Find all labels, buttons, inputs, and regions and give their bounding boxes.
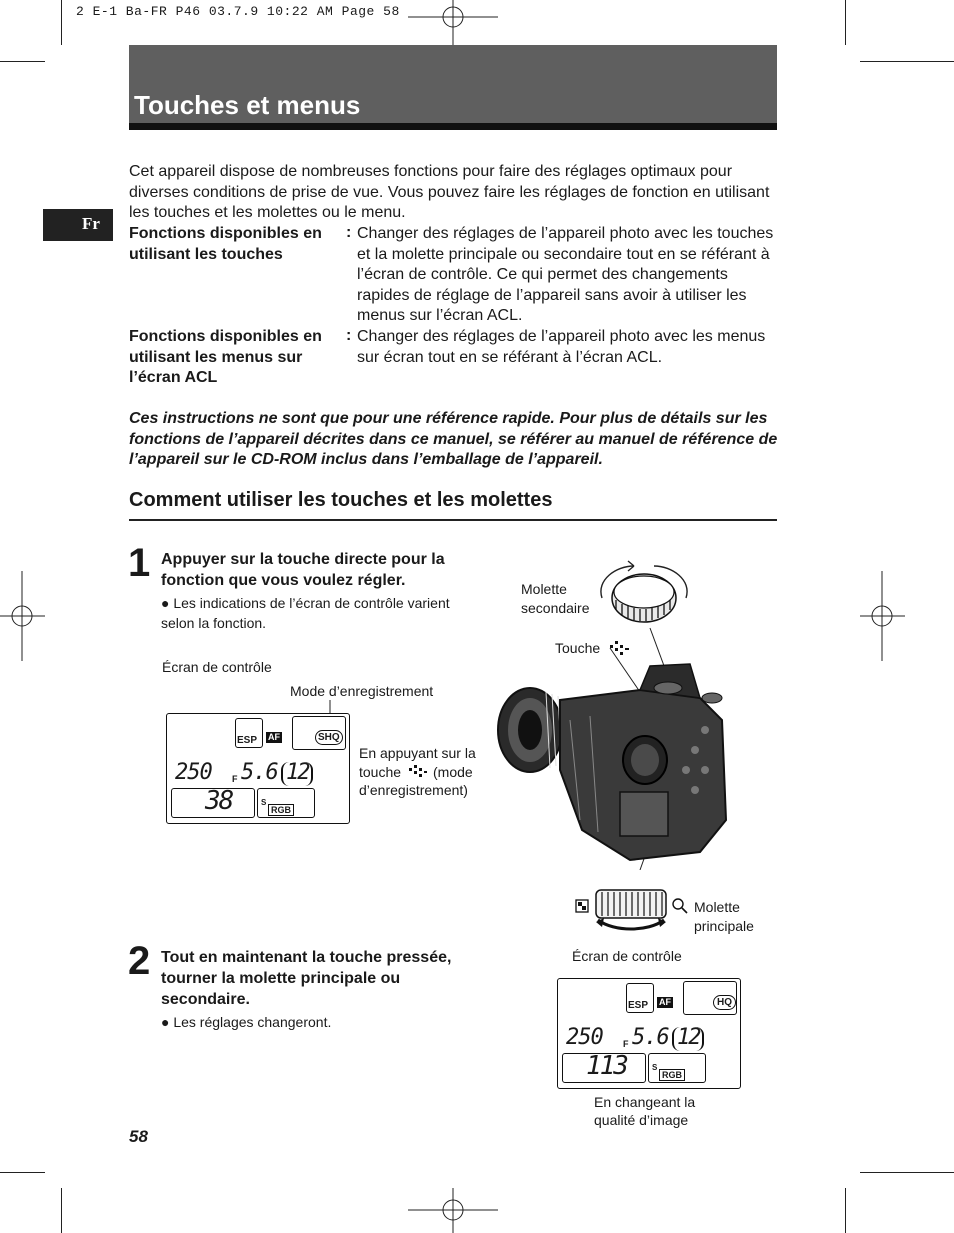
lcd-rgb-indicator: RGB (268, 804, 294, 816)
lcd-count-value: 12 (677, 1025, 700, 1050)
lcd-s-label: S (261, 798, 267, 807)
lcd-s-label: S (652, 1063, 658, 1072)
lcd-shutter-value: 250 (566, 1025, 603, 1050)
control-screen-label: Écran de contrôle (572, 948, 682, 964)
page-title: Touches et menus (134, 90, 361, 120)
lcd-esp-indicator: ESP (237, 735, 258, 746)
crop-mark (0, 61, 45, 62)
registration-mark-right (860, 571, 905, 661)
definition-desc-buttons: Changer des réglages de l’appareil photo avec les touches et la molette principale ou secondaire tout en se référant à l’écran de contrôle. Ce qui permet des changements rapides de réglage de l’appareil sans avoir à utiliser les menus sur l’écran ACL. (357, 225, 774, 325)
lcd-esp-indicator: ESP (628, 1000, 649, 1011)
lcd-af-indicator: AF (659, 997, 671, 1007)
pressing-note-line: d’enregistrement) (359, 782, 468, 798)
button-label: Touche (555, 640, 601, 656)
lcd-f-label: F (232, 774, 238, 784)
lcd-count-value: 12 (286, 760, 309, 785)
print-slug: 2 E-1 Ba-FR P46 03.7.9 10:22 AM Page 58 (76, 4, 400, 19)
pressing-note-line: touche (359, 764, 402, 780)
step-bullet: ● Les réglages changeront. (161, 1014, 332, 1030)
language-tab-label: Fr (82, 214, 100, 233)
lcd-frames-value: 38 (205, 786, 233, 816)
section-rule (129, 519, 777, 521)
step-number: 1 (128, 541, 151, 585)
recording-mode-label: Mode d’enregistrement (290, 683, 434, 699)
crop-mark (845, 0, 846, 45)
lcd-aperture-value: 5.6 (632, 1025, 669, 1050)
lcd-aperture-value: 5.6 (241, 760, 278, 785)
sub-dial-label: Molette (521, 581, 567, 597)
lcd-shutter-value: 250 (175, 760, 212, 785)
definition-colon: : (346, 224, 352, 241)
lcd-frames-value: 113 (586, 1051, 627, 1081)
definition-term-menus: Fonctions disponibles en utilisant les menus sur l’écran ACL (129, 328, 322, 387)
crop-mark (860, 1172, 954, 1173)
definition-colon: : (346, 327, 352, 344)
control-panel-lcd (557, 978, 741, 1089)
camera-illustration (490, 620, 750, 870)
step-instruction: Tout en maintenant la touche pressée, tourner la molette principale ou secondaire. (161, 949, 452, 1008)
main-dial-label: Molette (694, 899, 740, 915)
control-panel-lcd (166, 713, 350, 824)
lcd-f-label: F (623, 1039, 629, 1049)
lcd-rgb-indicator: RGB (659, 1069, 685, 1081)
crop-mark (61, 0, 62, 45)
record-mode-button-icon (409, 764, 429, 778)
control-screen-label: Écran de contrôle (162, 659, 272, 675)
zoom-icon (673, 899, 687, 913)
lcd-af-indicator: AF (268, 732, 280, 742)
main-dial-label: principale (694, 918, 754, 934)
reference-note: Ces instructions ne sont que pour une référence rapide. Pour plus de détails sur les fonctions de l’appareil décrites dans ce manuel, se référer au manuel de référence de l’appareil sur le CD-ROM inclus dans l’emballage de l’appareil. (129, 410, 778, 469)
language-tab (43, 209, 113, 241)
crop-mark (0, 1172, 45, 1173)
quality-note-line: En changeant la (594, 1094, 696, 1110)
section-heading: Comment utiliser les touches et les molettes (129, 489, 553, 511)
header-rule (129, 123, 777, 130)
definition-term-buttons: Fonctions disponibles en utilisant les touches (129, 225, 322, 263)
pressing-note-line: En appuyant sur la (359, 745, 476, 761)
step-instruction: Appuyer sur la touche directe pour la fonction que vous voulez régler. (161, 551, 445, 589)
registration-mark-top (408, 0, 498, 45)
index-icon (576, 900, 588, 912)
pressing-note-line: (mode (433, 764, 473, 780)
crop-mark (61, 1188, 62, 1233)
intro-paragraph: Cet appareil dispose de nombreuses fonctions pour faire des réglages optimaux pour diverses conditions de prise de vue. Vous pouvez faire les réglages de fonction en utilisant les touches et les molettes ou le menu. (129, 163, 770, 222)
quality-note-line: qualité d’image (594, 1112, 689, 1128)
crop-mark (845, 1188, 846, 1233)
lcd-record-mode-indicator: HQ (713, 995, 736, 1010)
registration-mark-bottom (408, 1188, 498, 1233)
page-number: 58 (129, 1127, 148, 1146)
lcd-record-mode-indicator: SHQ (315, 730, 343, 745)
definition-desc-menus: Changer des réglages de l’appareil photo avec les menus sur écran tout en se référant à l’écran ACL. (357, 328, 766, 366)
sub-dial-label: secondaire (521, 600, 590, 616)
crop-mark (860, 61, 954, 62)
registration-mark-left (0, 571, 45, 661)
main-dial-illustration (574, 884, 690, 936)
step-number: 2 (128, 939, 151, 983)
step-bullet: ● Les indications de l’écran de contrôle varient selon la fonction. (161, 595, 450, 631)
